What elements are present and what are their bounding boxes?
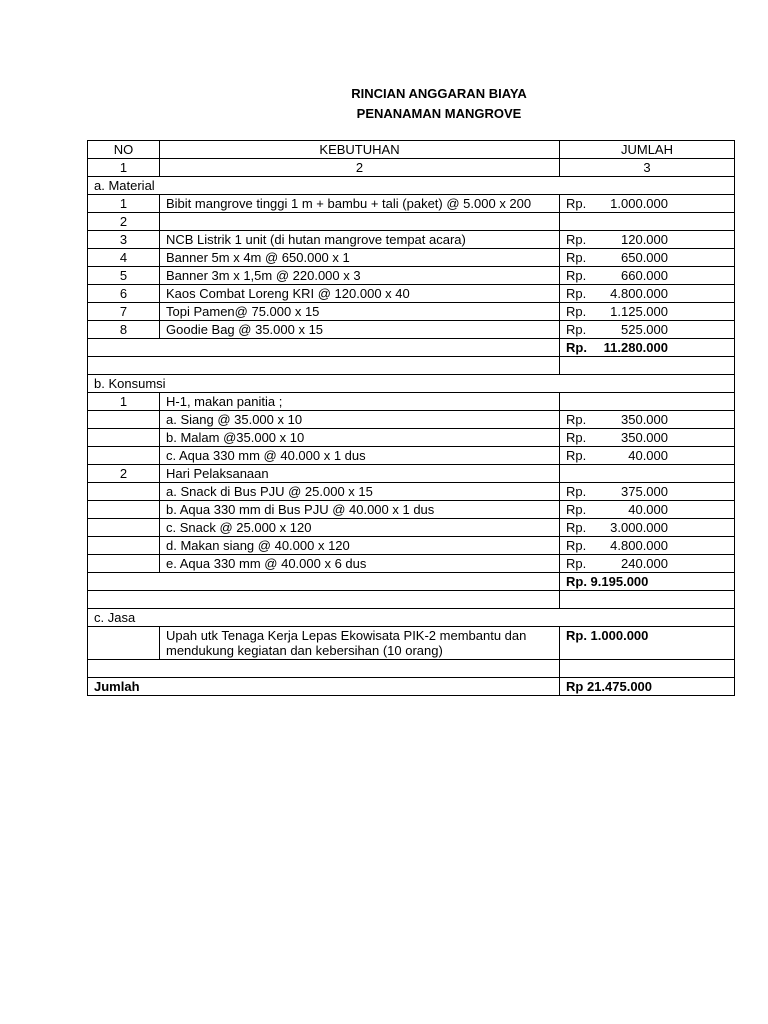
subtotal-material: 11.280.000 xyxy=(603,340,668,355)
currency-label: Rp. xyxy=(566,484,587,499)
table-row xyxy=(88,555,735,573)
row-amount: 660.000 xyxy=(621,268,668,283)
table-row xyxy=(88,213,735,231)
total-row xyxy=(88,678,735,696)
title-line-2: PENANAMAN MANGROVE xyxy=(356,106,522,121)
row-desc: d. Makan siang @ 40.000 x 120 xyxy=(160,537,560,555)
currency-label: Rp. xyxy=(566,196,587,211)
title-line-1: RINCIAN ANGGARAN BIAYA xyxy=(351,86,527,101)
row-amount-cell xyxy=(560,231,735,249)
group-title: Hari Pelaksanaan xyxy=(160,465,560,483)
row-amount-cell xyxy=(560,501,735,519)
group-row xyxy=(88,393,735,411)
currency-label: Rp. xyxy=(566,412,587,427)
row-desc: Topi Pamen@ 75.000 x 15 xyxy=(160,303,560,321)
row-amount: 1.125.000 xyxy=(610,304,668,319)
row-amount-cell xyxy=(560,213,735,231)
row-amount-cell xyxy=(560,429,735,447)
row-amount-cell xyxy=(560,447,735,465)
row-amount: 4.800.000 xyxy=(610,286,668,301)
table-row xyxy=(88,321,735,339)
currency-label: Rp. xyxy=(566,538,587,553)
row-amount-cell xyxy=(560,519,735,537)
currency-label: Rp. xyxy=(566,232,587,247)
row-amount: 1.000.000 xyxy=(610,196,668,211)
row-amount: 350.000 xyxy=(621,430,668,445)
row-desc xyxy=(160,213,560,231)
subtotal-row-konsumsi xyxy=(88,573,735,591)
subtotal-spacer xyxy=(88,573,560,591)
row-amount-cell xyxy=(560,483,735,501)
index-no: 1 xyxy=(88,159,160,177)
table-row xyxy=(88,285,735,303)
row-desc: c. Snack @ 25.000 x 120 xyxy=(160,519,560,537)
currency-label: Rp. xyxy=(566,304,587,319)
table-row xyxy=(88,303,735,321)
section-row-konsumsi xyxy=(88,375,735,393)
row-no: 8 xyxy=(88,321,160,339)
row-amount-cell xyxy=(560,249,735,267)
section-label-jasa: c. Jasa xyxy=(88,609,735,627)
header-row xyxy=(88,141,735,159)
row-amount-cell xyxy=(560,267,735,285)
total-amount: Rp 21.475.000 xyxy=(560,678,735,696)
currency-label: Rp. xyxy=(566,430,587,445)
section-row-jasa xyxy=(88,609,735,627)
blank-row xyxy=(88,357,735,375)
row-amount: 4.800.000 xyxy=(610,538,668,553)
table-row xyxy=(88,447,735,465)
subtotal-konsumsi: Rp. 9.195.000 xyxy=(560,573,735,591)
subtotal-row-material xyxy=(88,339,735,357)
currency-label: Rp. xyxy=(566,502,587,517)
section-label-konsumsi: b. Konsumsi xyxy=(88,375,735,393)
header-jumlah: JUMLAH xyxy=(560,141,735,159)
blank-row xyxy=(88,660,735,678)
table-row xyxy=(88,537,735,555)
row-desc: NCB Listrik 1 unit (di hutan mangrove tempat acara) xyxy=(160,231,560,249)
row-desc: b. Aqua 330 mm di Bus PJU @ 40.000 x 1 dus xyxy=(160,501,560,519)
currency-label: Rp. xyxy=(566,340,587,355)
row-desc: Bibit mangrove tinggi 1 m + bambu + tali (paket) @ 5.000 x 200 xyxy=(160,195,560,213)
row-no: 1 xyxy=(88,393,160,411)
table-row xyxy=(88,231,735,249)
row-no: 2 xyxy=(88,213,160,231)
row-amount-cell xyxy=(560,285,735,303)
row-no: 1 xyxy=(88,195,160,213)
currency-label: Rp. xyxy=(566,448,587,463)
currency-label: Rp. xyxy=(566,268,587,283)
blank-row xyxy=(88,591,735,609)
row-desc: e. Aqua 330 mm @ 40.000 x 6 dus xyxy=(160,555,560,573)
row-amount: 350.000 xyxy=(621,412,668,427)
row-amount-cell xyxy=(560,195,735,213)
subtotal-material-cell xyxy=(560,339,735,357)
table-row xyxy=(88,627,735,660)
total-label: Jumlah xyxy=(88,678,560,696)
index-jumlah: 3 xyxy=(560,159,735,177)
budget-table xyxy=(87,140,735,696)
row-amount: 120.000 xyxy=(621,232,668,247)
group-row xyxy=(88,465,735,483)
row-no: 7 xyxy=(88,303,160,321)
currency-label: Rp. xyxy=(566,286,587,301)
column-index-row xyxy=(88,159,735,177)
group-title: H-1, makan panitia ; xyxy=(160,393,560,411)
row-desc: Banner 5m x 4m @ 650.000 x 1 xyxy=(160,249,560,267)
row-no: 5 xyxy=(88,267,160,285)
row-no: 2 xyxy=(88,465,160,483)
table-row xyxy=(88,249,735,267)
section-label-material: a. Material xyxy=(88,177,735,195)
header-no: NO xyxy=(88,141,160,159)
table-row xyxy=(88,483,735,501)
row-amount-cell xyxy=(560,555,735,573)
header-kebutuhan: KEBUTUHAN xyxy=(160,141,560,159)
index-kebutuhan: 2 xyxy=(160,159,560,177)
currency-label: Rp. xyxy=(566,520,587,535)
currency-label: Rp. xyxy=(566,556,587,571)
currency-label: Rp. xyxy=(566,250,587,265)
table-row xyxy=(88,267,735,285)
row-amount: 650.000 xyxy=(621,250,668,265)
row-amount: 525.000 xyxy=(621,322,668,337)
row-desc: a. Siang @ 35.000 x 10 xyxy=(160,411,560,429)
row-desc: c. Aqua 330 mm @ 40.000 x 1 dus xyxy=(160,447,560,465)
currency-label: Rp. xyxy=(566,322,587,337)
row-amount: 40.000 xyxy=(628,448,668,463)
row-amount-cell xyxy=(560,321,735,339)
row-amount-cell xyxy=(560,537,735,555)
row-no: 6 xyxy=(88,285,160,303)
row-desc: Kaos Combat Loreng KRI @ 120.000 x 40 xyxy=(160,285,560,303)
row-amount: 3.000.000 xyxy=(610,520,668,535)
section-row-material xyxy=(88,177,735,195)
row-desc: Banner 3m x 1,5m @ 220.000 x 3 xyxy=(160,267,560,285)
table-row xyxy=(88,429,735,447)
table-row xyxy=(88,411,735,429)
row-desc: b. Malam @35.000 x 10 xyxy=(160,429,560,447)
row-desc: Upah utk Tenaga Kerja Lepas Ekowisata PIK-2 membantu dan mendukung kegiatan dan kebersihan (10 orang) xyxy=(160,627,560,660)
row-amount-cell xyxy=(560,411,735,429)
row-no: 3 xyxy=(88,231,160,249)
row-amount: 240.000 xyxy=(621,556,668,571)
row-desc: a. Snack di Bus PJU @ 25.000 x 15 xyxy=(160,483,560,501)
jasa-amount: Rp. 1.000.000 xyxy=(560,627,735,660)
row-no: 4 xyxy=(88,249,160,267)
document-title xyxy=(0,84,768,124)
row-desc: Goodie Bag @ 35.000 x 15 xyxy=(160,321,560,339)
table-row xyxy=(88,195,735,213)
row-amount-cell xyxy=(560,303,735,321)
row-amount: 40.000 xyxy=(628,502,668,517)
row-amount: 375.000 xyxy=(621,484,668,499)
table-row xyxy=(88,519,735,537)
table-row xyxy=(88,501,735,519)
subtotal-spacer xyxy=(88,339,560,357)
